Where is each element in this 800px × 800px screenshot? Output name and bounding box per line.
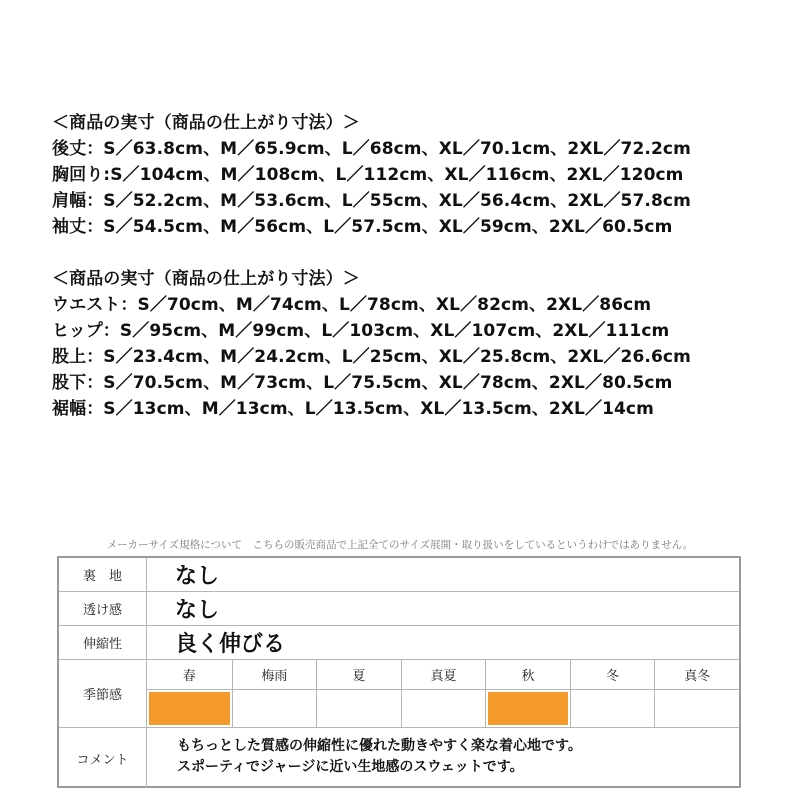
spec-label: コメント — [59, 728, 147, 788]
season-indicator — [316, 690, 401, 727]
spec-label: 裏 地 — [59, 558, 147, 591]
season-indicator — [654, 690, 739, 727]
measurement-sleeve: 袖丈：S／54.5cm、M／56cm、L／57.5cm、XL／59cm、2XL／60.5cm — [52, 217, 673, 237]
season-name: 真夏 — [401, 660, 486, 690]
spec-value: 良く伸びる — [175, 632, 286, 657]
season-indicator-empty — [233, 690, 317, 727]
spec-table — [57, 556, 741, 788]
section-heading: ＜商品の実寸（商品の仕上がり寸法）＞ — [52, 269, 360, 289]
comment-line: もちっとした質感の伸縮性に優れた動きやすく楽な着心地です。 — [177, 738, 582, 754]
season-indicator — [570, 690, 655, 727]
season-indicator-empty — [571, 690, 655, 727]
measurement-hem-width: 裾幅：S／13cm、M／13cm、L／13.5cm、XL／13.5cm、2XL／14cm — [52, 399, 654, 419]
measurement-chest: 胸回り:S／104cm、M／108cm、L／112cm、XL／116cm、2XL／120cm — [52, 165, 684, 185]
measurement-hip: ヒップ：S／95cm、M／99cm、L／103cm、XL／107cm、2XL／111cm — [52, 321, 670, 341]
measurement-rise: 股上：S／23.4cm、M／24.2cm、L／25cm、XL／25.8cm、2XL／26.6cm — [52, 347, 691, 367]
spec-value: なし — [175, 564, 220, 589]
spec-row-lining — [59, 558, 739, 592]
season-name: 春 — [147, 660, 232, 690]
season-indicator-empty — [317, 690, 401, 727]
season-indicator — [232, 690, 317, 727]
measurement-inseam: 股下：S／70.5cm、M／73cm、L／75.5cm、XL／78cm、2XL／80.5cm — [52, 373, 673, 393]
season-indicator — [485, 690, 570, 727]
season-grid — [147, 660, 739, 727]
section-heading: ＜商品の実寸（商品の仕上がり寸法）＞ — [52, 113, 360, 133]
spec-label: 伸縮性 — [59, 626, 147, 659]
size-note: メーカーサイズ規格について こちらの販売商品で上記全てのサイズ展開・取り扱いをしているというわけではありません。 — [106, 539, 694, 551]
season-name: 冬 — [570, 660, 655, 690]
season-indicator-selected — [486, 690, 570, 727]
spec-row-comment — [59, 728, 739, 788]
spec-row-sheer — [59, 592, 739, 626]
season-name: 真冬 — [654, 660, 739, 690]
season-indicator-empty — [402, 690, 486, 727]
season-indicator-empty — [655, 690, 739, 727]
measurement-length: 後丈：S／63.8cm、M／65.9cm、L／68cm、XL／70.1cm、2XL／72.2cm — [52, 139, 691, 159]
size-section-tops — [52, 110, 691, 240]
spec-label: 季節感 — [59, 660, 147, 727]
spec-row-stretch — [59, 626, 739, 660]
season-name: 梅雨 — [232, 660, 317, 690]
spec-label: 透け感 — [59, 592, 147, 625]
spec-row-season — [59, 660, 739, 728]
season-indicator-selected — [147, 690, 232, 727]
season-name: 夏 — [316, 660, 401, 690]
season-indicator — [147, 690, 232, 727]
measurement-waist: ウエスト：S／70cm、M／74cm、L／78cm、XL／82cm、2XL／86cm — [52, 295, 652, 315]
spec-value: なし — [175, 598, 220, 623]
comment-line: スポーティでジャージに近い生地感のスウェットです。 — [177, 759, 524, 775]
measurement-shoulder: 肩幅：S／52.2cm、M／53.6cm、L／55cm、XL／56.4cm、2XL／57.8cm — [52, 191, 691, 211]
size-section-bottoms — [52, 266, 691, 422]
season-indicator — [401, 690, 486, 727]
season-name: 秋 — [485, 660, 570, 690]
comment-text — [147, 728, 739, 788]
